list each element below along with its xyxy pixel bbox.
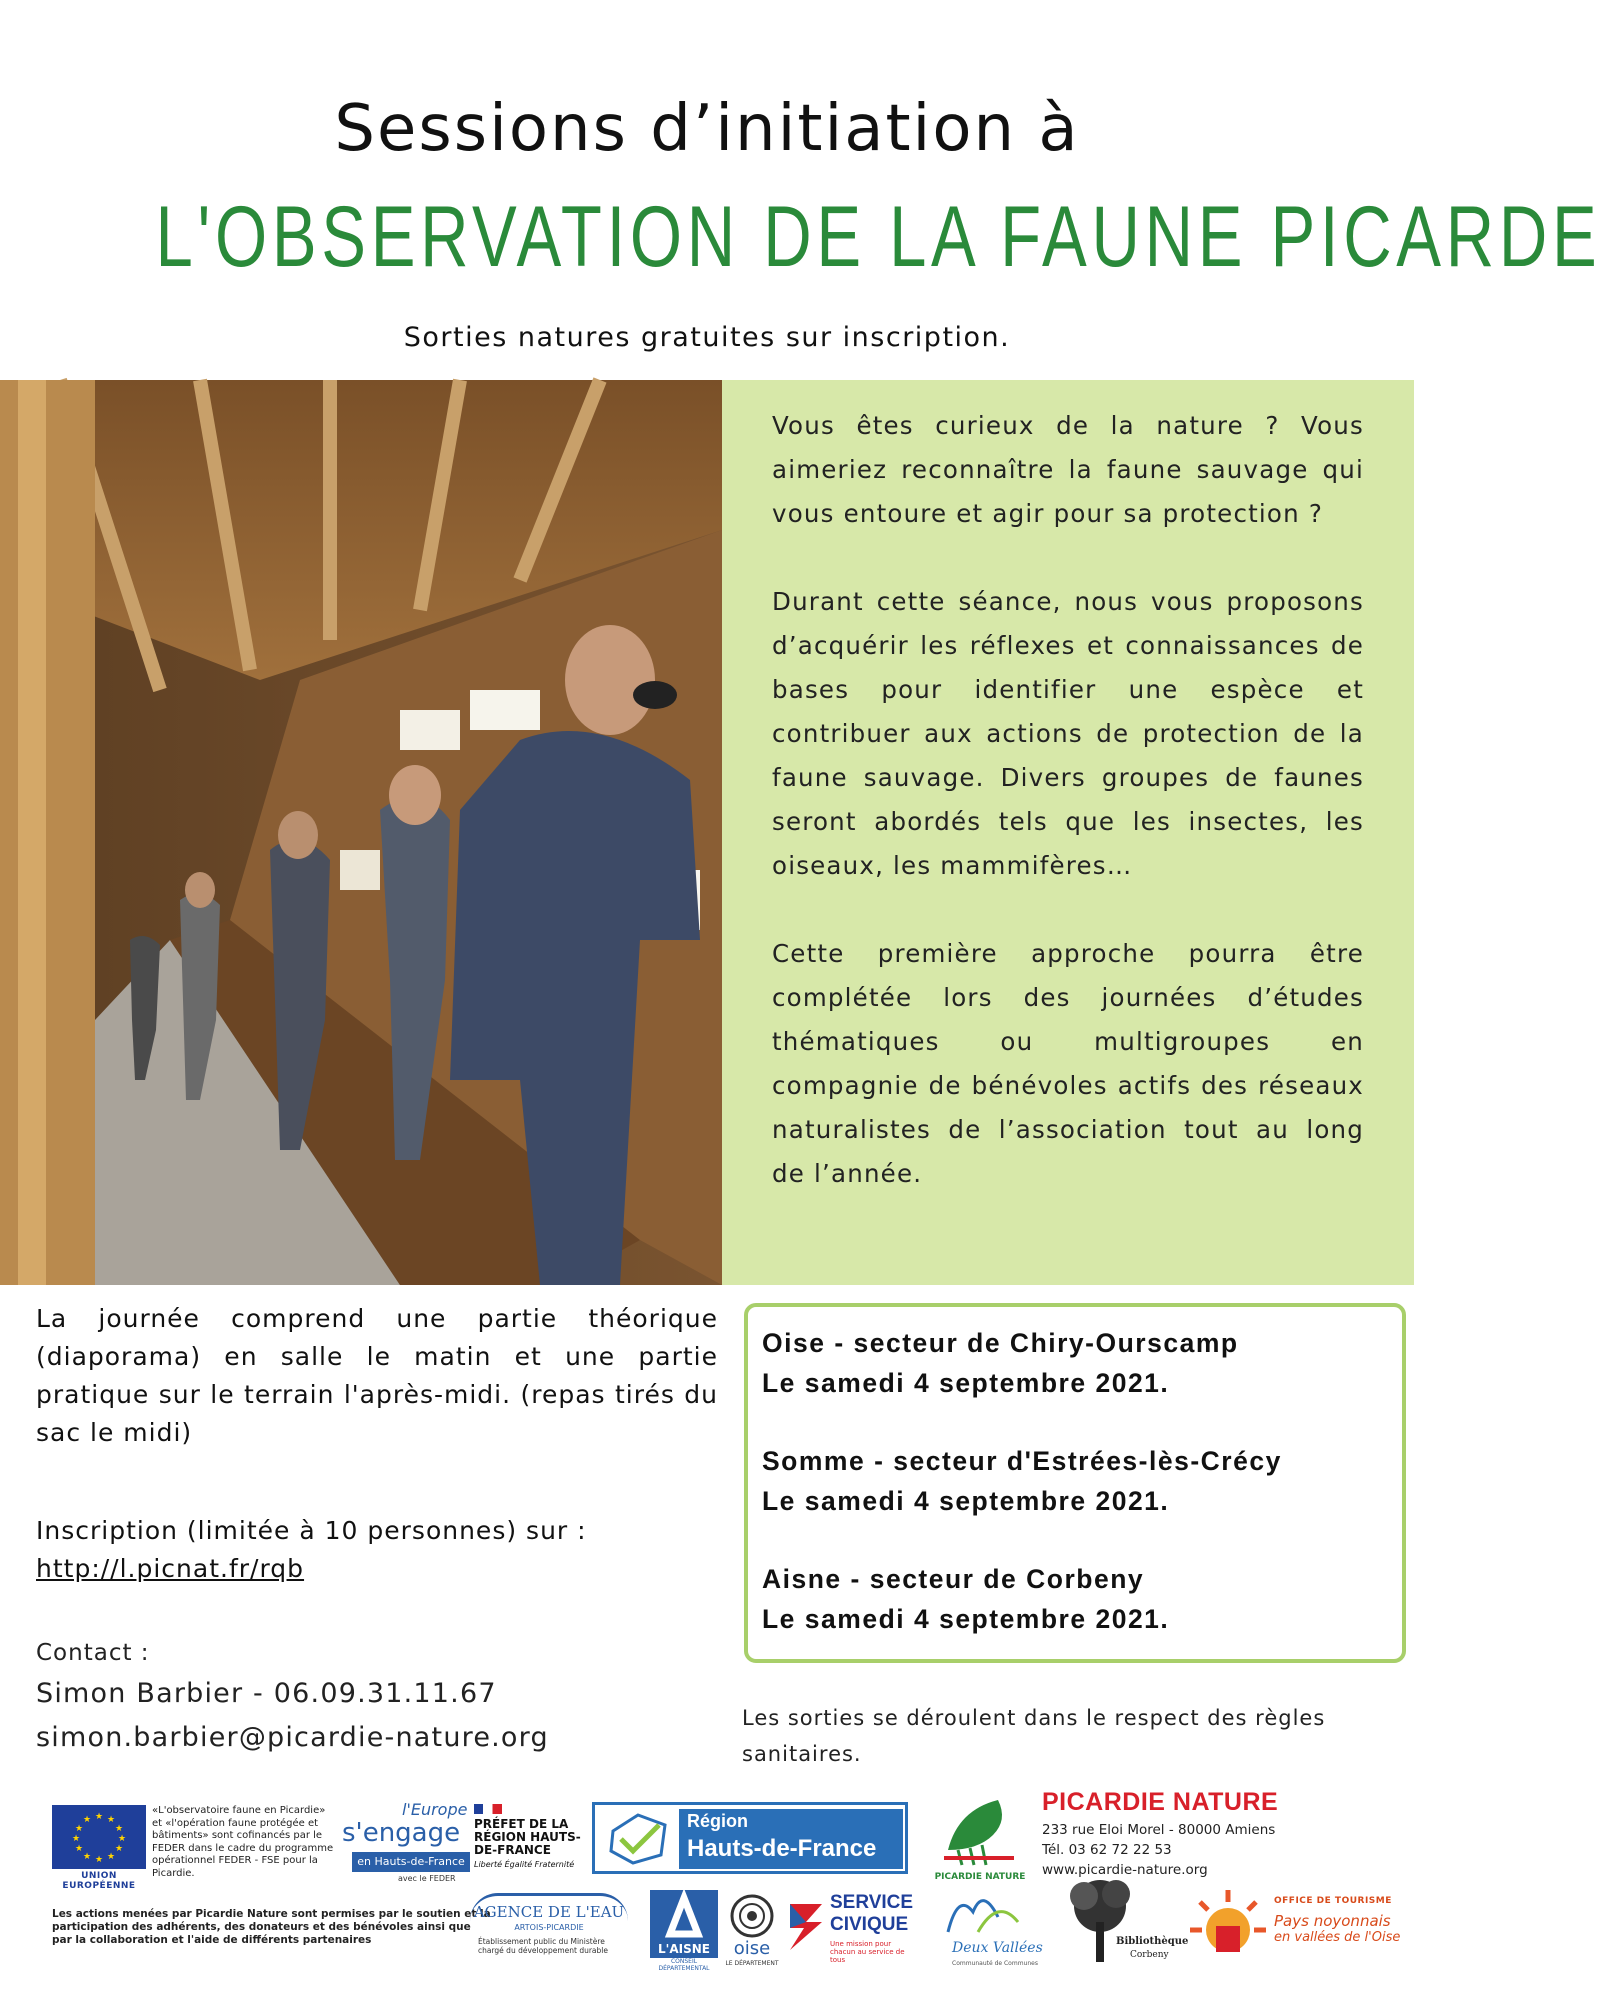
agence-sub: ARTOIS-PICARDIE xyxy=(514,1923,584,1932)
deux-vallees-logo xyxy=(938,1882,1058,1977)
session-date: Le samedi 4 septembre 2021. xyxy=(762,1604,1170,1634)
aisne-name: L'AISNE xyxy=(650,1942,718,1958)
contact-email[interactable]: simon.barbier@picardie-nature.org xyxy=(36,1722,549,1753)
description-panel xyxy=(722,380,1414,1285)
french-flag-icon xyxy=(474,1804,502,1814)
picardie-nature-web[interactable]: www.picardie-nature.org xyxy=(1042,1862,1208,1878)
europe-engage-logo xyxy=(342,1800,472,1892)
picardie-nature-phone: Tél. 03 62 72 22 53 xyxy=(1042,1842,1172,1858)
region-hauts-de-france-logo xyxy=(592,1802,908,1874)
observation-hide-photo xyxy=(0,380,722,1285)
picardie-nature-caption: PICARDIE NATURE xyxy=(934,1872,1026,1882)
svg-text:★: ★ xyxy=(83,1815,92,1825)
oise-name: oise xyxy=(733,1938,771,1959)
picardie-nature-title: PICARDIE NATURE xyxy=(1042,1788,1279,1816)
service-civique-l2: CIVIQUE xyxy=(830,1914,909,1935)
partners-text: Les actions menées par Picardie Nature sont permises par le soutien et la participation des adhérents, des donateurs et des bénévoles ainsi que par la collaboration et l'aide de différents partenaires xyxy=(52,1908,491,1946)
subtitle: Sorties natures gratuites sur inscription. xyxy=(403,322,1011,353)
agence-name: AGENCE DE L'EAU xyxy=(473,1903,625,1921)
sun-icon xyxy=(1186,1884,1270,1968)
description-paragraph-1: Vous êtes curieux de la nature ? Vous aimeriez reconnaître la faune sauvage qui vous entoure et agir pour sa protection ? xyxy=(772,411,1364,528)
svg-text:★: ★ xyxy=(72,1834,81,1844)
bibliotheque-l2: Corbeny xyxy=(1130,1950,1169,1960)
region-name xyxy=(679,1809,903,1869)
svg-text:★: ★ xyxy=(95,1812,104,1822)
svg-text:★: ★ xyxy=(83,1852,92,1862)
svg-text:★: ★ xyxy=(118,1834,127,1844)
session-location: Aisne - secteur de Corbeny xyxy=(762,1564,1145,1594)
agence-eau-logo xyxy=(470,1893,630,1963)
oise-sub: LE DÉPARTEMENT xyxy=(725,1960,779,1967)
deux-vallees-name: Deux Vallées xyxy=(952,1940,1043,1956)
service-civique-icon xyxy=(784,1898,826,1954)
deux-vallees-icon xyxy=(938,1882,1028,1940)
europe-engage-l3: en Hauts-de-France xyxy=(352,1852,470,1872)
session-location: Somme - secteur d'Estrées-lès-Crécy xyxy=(762,1446,1282,1476)
aisne-sub: CONSEIL DÉPARTEMENTAL xyxy=(658,1958,710,1972)
service-civique-sub: Une mission pour chacun au service de tous xyxy=(830,1940,905,1964)
oise-logo xyxy=(722,1892,782,1970)
agence-desc: Établissement public du Ministère chargé du développement durable xyxy=(478,1937,608,1955)
europe-engage-l2: s'engage xyxy=(342,1818,461,1848)
eu-funding-text: «L'observatoire faune en Picardie» et «l'opération faune protégée et bâtiments» sont cofinancés par le FEDER dans le cadre du programme opérationnel FEDER - FSE pour la Picardie. xyxy=(152,1805,334,1879)
contact-name-phone: Simon Barbier - 06.09.31.11.67 xyxy=(36,1678,497,1709)
europe-engage-l1: l'Europe xyxy=(402,1800,468,1819)
contact-label: Contact : xyxy=(36,1640,150,1666)
picardie-nature-address: 233 rue Eloi Morel - 80000 Amiens xyxy=(1042,1822,1276,1838)
session-date: Le samedi 4 septembre 2021. xyxy=(762,1486,1170,1516)
europe-engage-l4: avec le FEDER xyxy=(398,1874,456,1883)
svg-text:★: ★ xyxy=(95,1855,104,1865)
session-item xyxy=(762,1559,1388,1639)
eu-flag-logo xyxy=(52,1805,146,1869)
session-date: Le samedi 4 septembre 2021. xyxy=(762,1368,1170,1398)
session-location: Oise - secteur de Chiry-Ourscamp xyxy=(762,1328,1239,1358)
svg-text:★: ★ xyxy=(75,1824,84,1834)
region-name-l1: Région xyxy=(687,1811,748,1831)
office-title: OFFICE DE TOURISME xyxy=(1274,1896,1392,1906)
picardie-nature-bird-logo xyxy=(938,1790,1018,1870)
inscription-block xyxy=(36,1512,718,1588)
svg-text:★: ★ xyxy=(107,1852,116,1862)
description-paragraph-3: Cette première approche pourra être complétée lors des journées d’études thématiques ou multigroupes en compagnie de bénévoles actifs des réseaux naturalistes de l’association tout au long de l’année. xyxy=(772,939,1364,1188)
service-civique-l1: SERVICE xyxy=(830,1892,914,1913)
svg-text:★: ★ xyxy=(115,1844,124,1854)
bibliotheque-corbeny-logo xyxy=(1050,1872,1189,1972)
aisne-emblem-icon xyxy=(650,1890,718,1942)
deux-vallees-sub: Communauté de Communes xyxy=(952,1960,1038,1967)
sanitary-note: Les sorties se déroulent dans le respect des règles sanitaires. xyxy=(742,1706,1326,1766)
bibliotheque-l1: Bibliothèque xyxy=(1116,1936,1189,1947)
session-item xyxy=(762,1323,1388,1403)
inscription-label: Inscription (limitée à 10 personnes) sur : xyxy=(36,1516,587,1545)
prefet-logo xyxy=(474,1804,594,1869)
description-paragraph-2: Durant cette séance, nous vous proposons d’acquérir les réflexes et connaissances de bases pour identifier une espèce et contribuer aux actions de protection de la faune sauvage. Divers groupes de faunes seront abordés tels que les insectes, les oiseaux, les mammifères… xyxy=(772,587,1364,880)
title-line-1: Sessions d’initiation à xyxy=(334,92,1080,166)
prefet-motto: Liberté Égalité Fraternité xyxy=(474,1860,575,1869)
region-map-icon xyxy=(603,1811,673,1867)
svg-text:★: ★ xyxy=(115,1824,124,1834)
svg-text:★: ★ xyxy=(75,1844,84,1854)
title-line-2: L'OBSERVATION DE LA FAUNE PICARDE xyxy=(155,189,1601,285)
service-civique-logo xyxy=(784,1892,914,1972)
eu-caption: UNION EUROPÉENNE xyxy=(62,1871,136,1891)
office-line-1: Pays noyonnais xyxy=(1274,1912,1391,1930)
inscription-link[interactable]: http://l.picnat.fr/rqb xyxy=(36,1554,305,1583)
office-line-2: en vallées de l'Oise xyxy=(1274,1930,1401,1945)
region-name-l2: Hauts-de-France xyxy=(687,1835,877,1862)
session-item xyxy=(762,1441,1388,1521)
oise-emblem-icon xyxy=(722,1892,782,1940)
sessions-box xyxy=(744,1303,1406,1663)
program-description: La journée comprend une partie théorique (diaporama) en salle le matin et une partie pratique sur le terrain l'après-midi. (repas tirés du sac le midi) xyxy=(36,1304,718,1447)
aisne-logo xyxy=(650,1890,718,1972)
office-tourisme-logo xyxy=(1186,1878,1408,1974)
prefet-text: PRÉFET DE LA RÉGION HAUTS-DE-FRANCE xyxy=(474,1817,581,1857)
svg-text:★: ★ xyxy=(107,1815,116,1825)
